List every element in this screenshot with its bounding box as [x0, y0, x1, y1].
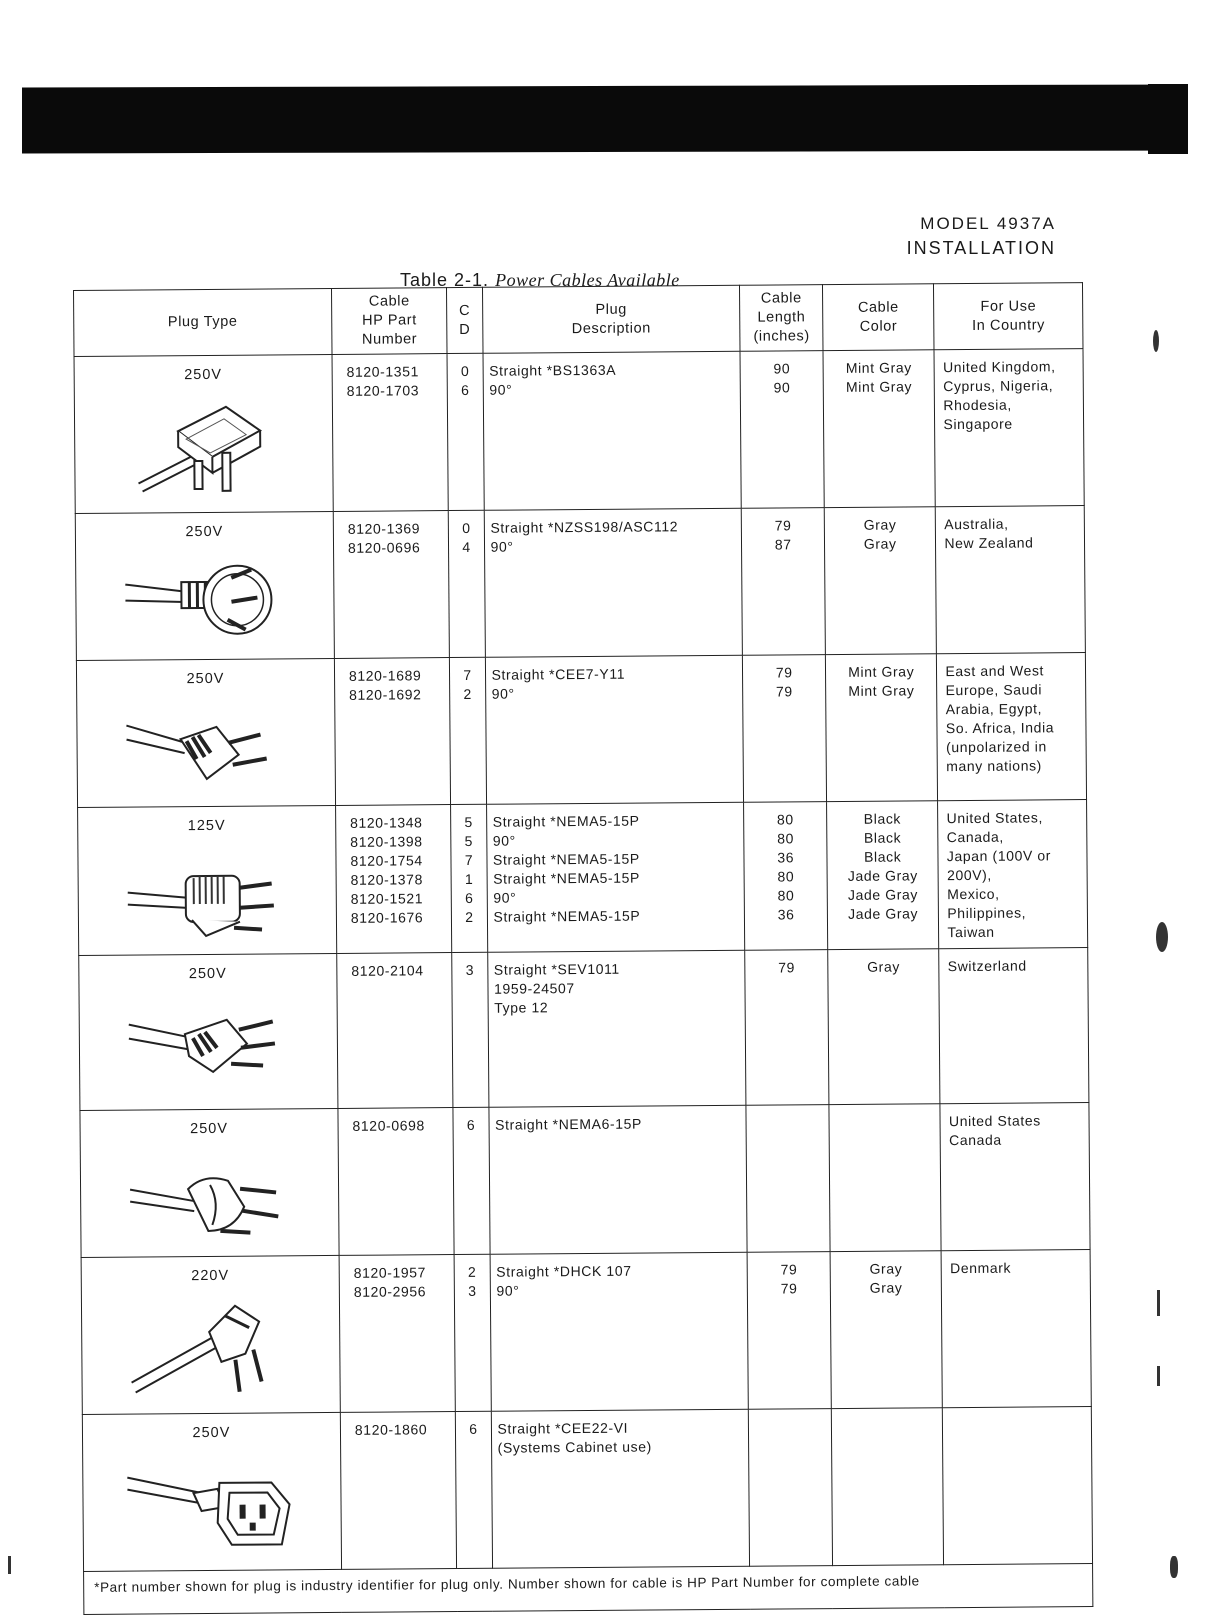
- length-cell: [745, 950, 829, 1106]
- plug-description: Straight *NEMA5-15P: [493, 907, 641, 925]
- country-cell: [941, 1250, 1091, 1408]
- description-cell: [484, 508, 743, 657]
- power-cables-table: [73, 282, 1093, 1615]
- cable-color: Mint Gray: [848, 682, 915, 699]
- description-cell: [488, 1105, 747, 1254]
- cd-code: 6: [461, 381, 470, 398]
- plug-description: Straight *CEE22-VI: [497, 1419, 629, 1437]
- header-color: Cable Color: [822, 284, 934, 351]
- country-line: Japan (100V or: [946, 847, 1052, 865]
- part-number: 8120-2956: [353, 1283, 427, 1300]
- country-line: Taiwan: [947, 923, 995, 941]
- length-cell: [744, 802, 828, 951]
- cd-cell: [451, 804, 487, 952]
- cd-code: 2: [465, 908, 474, 925]
- cable-length: 80: [777, 868, 795, 885]
- cd-cell: [455, 1254, 491, 1411]
- cd-code: 1: [464, 870, 474, 887]
- plug-description: Straight *CEE7-Y11: [491, 665, 626, 683]
- cd-cell: [452, 952, 488, 1107]
- cable-color: Gray: [869, 1279, 903, 1296]
- cable-length: 79: [774, 517, 792, 534]
- cable-length: 79: [780, 1261, 798, 1278]
- country-line: Singapore: [943, 415, 1013, 433]
- part-number: 8120-1676: [350, 909, 424, 926]
- iec-plug-icon: [89, 1448, 335, 1565]
- country-line: So. Africa, India: [945, 719, 1055, 737]
- color-cell: [823, 350, 936, 508]
- description-cell: [491, 1409, 750, 1568]
- plug-description: Straight *NEMA5-15P: [492, 812, 640, 830]
- description-cell: [483, 351, 742, 510]
- part-number: 8120-1378: [350, 871, 423, 888]
- cd-cell: [450, 657, 486, 804]
- cd-cell: [456, 1411, 492, 1568]
- country-cell: [939, 948, 1089, 1104]
- cd-code: 6: [465, 889, 474, 906]
- plug-description: 90°: [492, 832, 516, 849]
- cd-code: 7: [463, 666, 472, 683]
- table-row: [76, 653, 1086, 808]
- part-number-cell: [337, 953, 454, 1109]
- part-number-cell: [333, 511, 450, 659]
- plug-description: Straight *NEMA5-15P: [492, 850, 640, 868]
- part-number: 8120-1703: [346, 382, 420, 399]
- voltage-label: 250V: [190, 1120, 229, 1138]
- plug-description: Straight *DHCK 107: [496, 1262, 632, 1280]
- plug-description: 90°: [489, 381, 513, 398]
- part-number: 8120-1957: [353, 1264, 427, 1281]
- cable-length: 80: [777, 830, 795, 847]
- part-number-cell: [332, 354, 449, 512]
- cd-code: 7: [464, 851, 474, 868]
- header-black-bar: [22, 84, 1188, 153]
- part-number: 8120-1369: [347, 520, 421, 537]
- color-cell: [825, 654, 938, 802]
- description-cell: [490, 1252, 749, 1411]
- cd-code: 0: [460, 362, 470, 379]
- plug-type-cell: [81, 1255, 340, 1414]
- denmark-plug-icon: [88, 1291, 334, 1408]
- plug-description: 90°: [493, 889, 517, 906]
- cable-length: 79: [778, 959, 796, 976]
- part-number: 8120-0698: [352, 1117, 425, 1134]
- table-header-row: [74, 283, 1083, 357]
- plug-type-cell: [80, 1108, 339, 1257]
- part-number-cell: [340, 1412, 457, 1570]
- cable-color: Gray: [863, 535, 897, 552]
- plug-description: Straight *SEV1011: [493, 960, 620, 978]
- country-line: (unpolarized in: [945, 738, 1047, 756]
- part-number-cell: [339, 1255, 456, 1413]
- country-line: United States,: [946, 809, 1043, 827]
- cable-color: Jade Gray: [848, 905, 919, 922]
- plug-type-cell: [76, 658, 335, 807]
- voltage-label: 250V: [184, 366, 223, 384]
- europe-plug-icon: [83, 694, 329, 801]
- cable-length: 80: [776, 811, 794, 828]
- cable-length: 79: [775, 683, 793, 700]
- length-cell: [746, 1105, 830, 1253]
- cd-cell: [453, 1107, 489, 1254]
- header-country: For Use In Country: [934, 283, 1083, 350]
- country-cell: [938, 800, 1088, 949]
- australia-plug-icon: [82, 547, 328, 654]
- length-cell: [748, 1252, 832, 1410]
- cd-cell: [447, 353, 483, 510]
- country-line: Denmark: [950, 1259, 1012, 1277]
- color-cell: [824, 507, 937, 655]
- country-line: Mexico,: [947, 885, 1000, 903]
- plug-description: Straight *NEMA6-15P: [495, 1115, 642, 1133]
- table-title-caption: Power Cables Available: [495, 270, 680, 290]
- part-number-cell: [334, 658, 451, 806]
- plug-type-cell: [74, 354, 333, 513]
- country-line: United States: [948, 1112, 1041, 1130]
- cd-code: 6: [469, 1420, 478, 1437]
- header-length: Cable Length (inches): [740, 285, 823, 352]
- country-cell: [937, 653, 1087, 801]
- plug-description: 90°: [491, 685, 515, 702]
- swiss-plug-icon: [86, 989, 332, 1096]
- voltage-label: 250V: [192, 1424, 231, 1442]
- uk-plug-icon: [81, 390, 327, 507]
- footnote: *Part number shown for plug is industry identifier for plug only. Number shown for cable is HP Part Number for complete cable: [84, 1564, 1093, 1615]
- section-title: INSTALLATION: [906, 238, 1056, 258]
- cd-code: 4: [462, 538, 471, 555]
- length-cell: [740, 351, 824, 509]
- part-number: 8120-0696: [347, 539, 421, 556]
- header-description: Plug Description: [482, 285, 740, 353]
- part-number: 8120-1351: [346, 363, 419, 380]
- country-line: Philippines,: [947, 904, 1027, 922]
- part-number: 8120-1692: [349, 686, 422, 703]
- part-number: 8120-1348: [350, 814, 423, 831]
- description-cell: [485, 655, 744, 804]
- country-cell: [940, 1103, 1090, 1251]
- cd-code: 5: [464, 832, 474, 849]
- plug-description: Straight *NZSS198/ASC112: [490, 518, 679, 536]
- description-cell: [487, 950, 746, 1107]
- cable-color: Mint Gray: [845, 378, 913, 395]
- table-row: [78, 800, 1088, 956]
- cd-code: 2: [467, 1263, 477, 1280]
- part-number: 8120-1689: [348, 667, 422, 684]
- cd-code: 2: [463, 685, 472, 702]
- voltage-label: 125V: [187, 817, 226, 835]
- header-cd: C D: [447, 287, 483, 353]
- part-number-cell: [335, 805, 452, 954]
- plug-description: Straight *NEMA5-15P: [493, 869, 641, 887]
- cd-code: 3: [468, 1282, 477, 1299]
- part-number-cell: [338, 1108, 455, 1256]
- voltage-label: 250V: [186, 670, 225, 688]
- plug-type-cell: [75, 511, 334, 660]
- us-plug-icon: [84, 841, 330, 948]
- country-line: United Kingdom,: [942, 358, 1056, 376]
- cable-length: 36: [777, 849, 795, 866]
- cable-color: Mint Gray: [848, 663, 915, 680]
- country-line: East and West: [945, 662, 1045, 680]
- color-cell: [831, 1408, 944, 1566]
- plug-description: 90°: [496, 1282, 520, 1299]
- cd-code: 3: [465, 961, 475, 978]
- color-cell: [829, 1104, 942, 1252]
- cable-length: 36: [777, 906, 795, 923]
- table-title-prefix: Table 2-1.: [400, 270, 490, 290]
- cd-code: 0: [462, 519, 471, 536]
- voltage-label: 250V: [185, 523, 224, 541]
- cd-code: 6: [466, 1116, 476, 1133]
- plug-description: 1959-24507: [493, 980, 575, 997]
- plug-description: Straight *BS1363A: [489, 361, 617, 379]
- plug-type-cell: [82, 1412, 341, 1571]
- cable-color: Gray: [863, 516, 897, 533]
- part-number: 8120-1860: [354, 1421, 428, 1438]
- voltage-label: 220V: [191, 1267, 230, 1285]
- cable-color: Black: [863, 829, 902, 846]
- length-cell: [743, 655, 827, 803]
- color-cell: [827, 801, 940, 950]
- country-line: Canada: [949, 1131, 1002, 1149]
- cable-length: 79: [780, 1280, 798, 1297]
- country-line: New Zealand: [944, 534, 1034, 552]
- country-line: Cyprus, Nigeria,: [943, 377, 1054, 395]
- length-cell: [742, 508, 826, 656]
- header-plug-type: Plug Type: [74, 288, 332, 356]
- table-row: [81, 1250, 1091, 1415]
- table-row: [80, 1103, 1090, 1258]
- table-row: [75, 506, 1085, 661]
- cable-color: Black: [863, 810, 902, 827]
- cable-length: 87: [774, 536, 792, 553]
- cd-code: 5: [464, 813, 473, 830]
- cd-cell: [449, 510, 485, 657]
- plug-description: (Systems Cabinet use): [497, 1438, 652, 1456]
- color-cell: [828, 949, 941, 1105]
- table-row: [74, 349, 1084, 514]
- cable-color: Jade Gray: [847, 886, 919, 903]
- cable-color: Gray: [869, 1260, 903, 1277]
- table-row: [79, 948, 1089, 1111]
- country-cell: [936, 506, 1086, 654]
- country-line: Arabia, Egypt,: [945, 700, 1043, 718]
- part-number: 8120-1754: [350, 852, 423, 869]
- nema6-plug-icon: [87, 1144, 333, 1251]
- cable-length: 79: [775, 664, 793, 681]
- plug-description: Type 12: [494, 999, 549, 1016]
- header-part-number: Cable HP Part Number: [331, 288, 447, 355]
- footnote-row: [84, 1564, 1093, 1615]
- country-cell: [943, 1407, 1093, 1565]
- plug-type-cell: [78, 805, 337, 955]
- part-number: 8120-1398: [350, 833, 423, 850]
- plug-description: 90°: [490, 538, 514, 555]
- header-bar-tab: [1148, 84, 1188, 154]
- model-header: [907, 212, 1056, 260]
- country-line: 200V),: [946, 866, 992, 884]
- color-cell: [830, 1251, 943, 1409]
- length-cell: [749, 1409, 833, 1567]
- voltage-label: 250V: [188, 965, 227, 983]
- cable-color: Jade Gray: [847, 867, 918, 884]
- country-line: Canada,: [946, 828, 1004, 846]
- cable-length: 90: [773, 379, 791, 396]
- cable-length: 80: [777, 887, 795, 904]
- description-cell: [486, 802, 745, 952]
- country-line: Australia,: [944, 515, 1009, 533]
- country-line: many nations): [946, 757, 1042, 775]
- country-line: Switzerland: [947, 957, 1027, 975]
- plug-type-cell: [79, 953, 338, 1110]
- model-number: MODEL 4937A: [920, 214, 1056, 233]
- part-number: 8120-1521: [350, 890, 424, 907]
- cable-length: 90: [773, 360, 791, 377]
- cable-color: Black: [863, 848, 902, 865]
- part-number: 8120-2104: [351, 962, 424, 979]
- country-cell: [934, 349, 1084, 507]
- cable-color: Gray: [867, 958, 900, 975]
- country-line: Rhodesia,: [943, 396, 1012, 414]
- country-line: Europe, Saudi: [945, 681, 1043, 699]
- cable-color: Mint Gray: [845, 359, 912, 376]
- table-row: [82, 1407, 1092, 1572]
